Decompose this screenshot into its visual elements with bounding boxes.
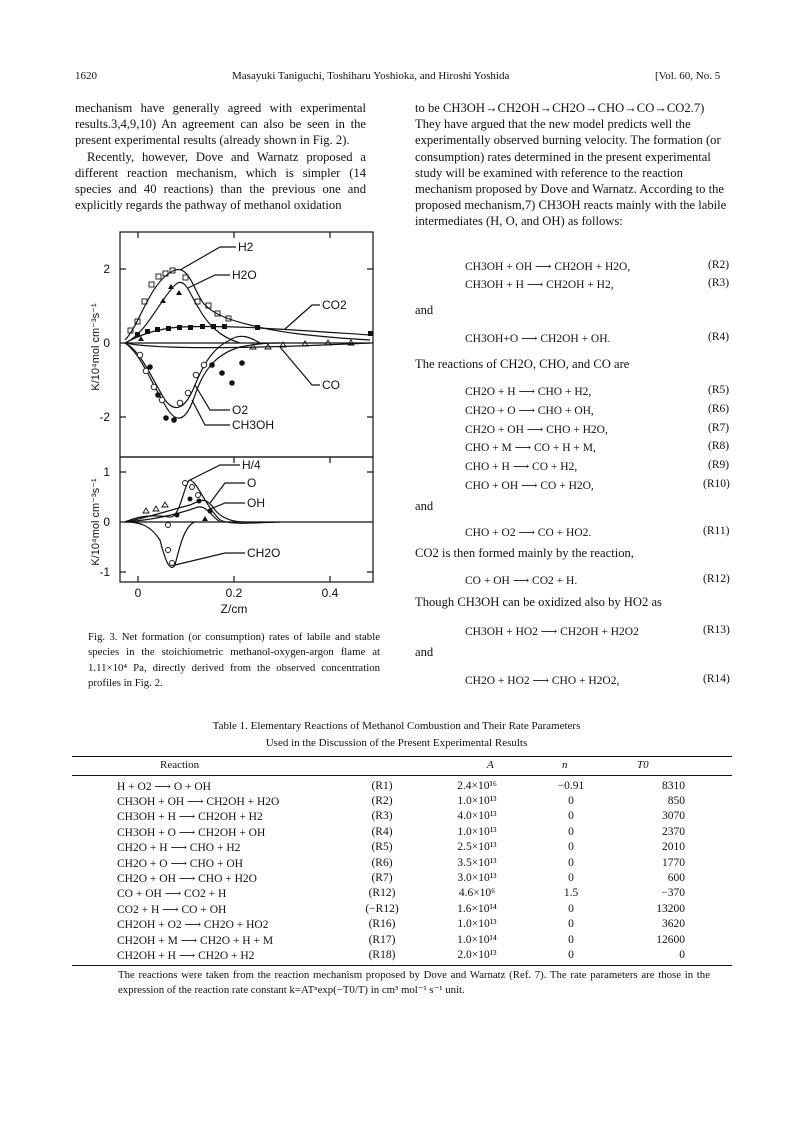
open-square-markers	[128, 268, 231, 333]
right-paragraph-1: to be CH3OH→CH2OH→CH2O→CHO→CO→CO2.7) They have argued that the new model predicts well the experimentally observed burning velocity. The formation (or consumption) rates determined in the present experimental study will be examined with reference to the reaction mechanism proposed by Dove and Warnatz. According to the proposed mechanism,7) CH3OH reacts mainly with the labile intermediates (H, O, and OH) as follows:	[415, 101, 727, 229]
equation-r6: CH2O + O ⟶ CHO + OH,	[465, 405, 594, 417]
ytick-top: -2	[99, 410, 110, 424]
t0-cell: 3620	[662, 918, 685, 931]
and-text: and	[415, 645, 434, 659]
equation-number: (R8)	[708, 440, 730, 452]
equation-number: (R7)	[708, 422, 730, 434]
equation-r14: CH2O + HO2 ⟶ CHO + H2O2,	[465, 675, 620, 687]
ytick-bottom: 1	[103, 465, 110, 479]
table-row	[117, 809, 685, 824]
equation-r12: CO + OH ⟶ CO2 + H.	[465, 575, 578, 587]
co2-curve	[125, 326, 370, 343]
table-row	[117, 947, 685, 962]
equation-r11: CHO + O2 ⟶ CO + HO2.	[465, 527, 592, 539]
curve-label-h2: H2	[238, 240, 254, 254]
y-axis-label-bottom: K/10⁴mol cm⁻³s⁻¹	[90, 478, 102, 566]
equation-number: (R11)	[703, 525, 730, 537]
table-row	[117, 932, 685, 947]
a-cell: 1.0×10¹³	[457, 795, 497, 808]
a-cell: 2.0×10¹³	[457, 948, 497, 961]
open-circle-markers	[137, 352, 207, 565]
a-cell: 3.5×10¹³	[457, 856, 497, 869]
n-cell: 0	[568, 795, 574, 808]
ytick-bottom: 0	[103, 515, 110, 529]
n-cell: 0	[568, 856, 574, 869]
figure-3	[80, 225, 390, 620]
table-row	[117, 870, 685, 885]
table-row	[117, 824, 685, 839]
equation-number: (R4)	[708, 331, 730, 343]
left-paragraph-2: Recently, however, Dove and Warnatz proposed a different reaction mechanism, which is simpler (14 species and 40 reactions) than the previous one and explicitly regards the pathway of methanol oxidation	[75, 149, 366, 213]
equation-number: (R3)	[708, 277, 730, 289]
reaction-id-cell: (R2)	[371, 795, 393, 808]
equation-number: (R5)	[708, 384, 730, 396]
table-title: Table 1. Elementary Reactions of Methanol Combustion and Their Rate Parameters	[212, 720, 581, 732]
curve-label-ch2o: CH2O	[247, 546, 281, 560]
ytick-bottom: -1	[99, 565, 110, 579]
reaction-id-cell: (R18)	[368, 948, 396, 961]
reaction-id-cell: (R4)	[371, 825, 393, 838]
reaction-id-cell: (R16)	[368, 918, 396, 931]
reaction-table	[117, 778, 685, 963]
equation-number: (R9)	[708, 459, 730, 471]
table-subtitle: Used in the Discussion of the Present Experimental Results	[265, 737, 528, 749]
n-cell: 0	[568, 841, 574, 854]
equation-r7: CH2O + OH ⟶ CHO + H2O,	[465, 424, 608, 436]
running-authors: Masayuki Taniguchi, Toshiharu Yoshioka, and Hiroshi Yoshida	[232, 70, 510, 82]
curve-label-o2: O2	[232, 403, 249, 417]
table-header-rule	[72, 775, 732, 776]
t0-cell: 2370	[662, 825, 685, 838]
table-row	[117, 901, 685, 916]
reaction-cell: CO2 + H ⟶ CO + OH	[117, 903, 227, 916]
reaction-id-cell: (R6)	[371, 856, 393, 869]
a-cell: 1.0×10¹³	[457, 825, 497, 838]
ho2-text: Though CH3OH can be oxidized also by HO2 as	[415, 595, 662, 609]
ytick-top: 0	[103, 336, 110, 350]
h2o-curve	[125, 282, 240, 343]
t0-cell: 12600	[656, 933, 685, 946]
filled-triangle-markers	[138, 284, 208, 521]
col-header-reaction: Reaction	[160, 759, 200, 771]
a-cell: 1.0×10¹³	[457, 918, 497, 931]
curve-label-h4: H/4	[242, 458, 261, 472]
curve-label-o: O	[247, 476, 257, 490]
reaction-id-cell: (R5)	[371, 841, 393, 854]
reaction-cell: CH2OH + M ⟶ CH2O + H + M	[117, 934, 274, 947]
equation-r3: CH3OH + H ⟶ CH2OH + H2,	[465, 279, 614, 291]
t0-cell: 2010	[662, 841, 685, 854]
equation-r9: CHO + H ⟶ CO + H2,	[465, 461, 578, 473]
reaction-cell: CH2OH + H ⟶ CH2O + H2	[117, 949, 255, 962]
table-row	[117, 855, 685, 870]
equation-r10: CHO + OH ⟶ CO + H2O,	[465, 480, 594, 492]
curve-label-ch3oh: CH3OH	[232, 418, 275, 432]
reaction-id-cell: (R3)	[371, 810, 393, 823]
n-cell: 0	[568, 933, 574, 946]
col-header-a: A	[487, 759, 494, 771]
xtick: 0.4	[321, 586, 339, 600]
n-cell: 0	[568, 825, 574, 838]
y-axis-label-top: K/10⁴mol cm⁻³s⁻¹	[90, 303, 102, 391]
a-cell: 2.4×10¹⁶	[457, 779, 497, 792]
curve-label-co: CO	[322, 378, 340, 392]
table-row	[117, 886, 685, 901]
reaction-id-cell: (R17)	[368, 933, 396, 946]
col-header-n: n	[562, 759, 568, 771]
n-cell: 0	[568, 918, 574, 931]
and-text: and	[415, 499, 434, 513]
equation-number: (R2)	[708, 259, 730, 271]
equation-r4: CH3OH+O ⟶ CH2OH + OH.	[465, 333, 611, 345]
n-cell: 0	[568, 810, 574, 823]
a-cell: 4.6×10⁶	[458, 887, 496, 900]
equation-number: (R6)	[708, 403, 730, 415]
reaction-cell: H + O2 ⟶ O + OH	[117, 780, 211, 793]
reaction-cell: CH2O + O ⟶ CHO + OH	[117, 857, 243, 870]
table-row	[117, 778, 685, 793]
ch3oh-curve	[125, 343, 280, 418]
n-cell: 1.5	[563, 887, 579, 900]
t0-cell: 0	[679, 948, 685, 961]
equation-r13: CH3OH + HO2 ⟶ CH2OH + H2O2	[465, 626, 639, 638]
figure-caption: Fig. 3. Net formation (or consumption) rates of labile and stable species in the stoichiometric methanol-oxygen-argon flame at 1.11×10⁴ Pa, directly derived from the observed concentration profiles in Fig. 2.	[88, 631, 380, 689]
a-cell: 1.0×10¹⁴	[457, 933, 497, 946]
t0-cell: 8310	[662, 779, 685, 792]
equation-r5: CH2O + H ⟶ CHO + H2,	[465, 386, 592, 398]
curve-label-oh: OH	[247, 496, 265, 510]
reaction-cell: CH2O + OH ⟶ CHO + H2O	[117, 873, 257, 886]
reaction-id-cell: (R12)	[368, 887, 396, 900]
table-footnote: The reactions were taken from the reaction mechanism proposed by Dove and Warnatz (Ref. 7). The rate parameters are those in the expression of the reaction rate constant k=ATⁿexp(−T0/T) in cm³ mol⁻¹ s⁻¹ unit.	[118, 969, 710, 997]
curve-label-co2: CO2	[322, 298, 347, 312]
table-row	[117, 840, 685, 855]
t0-cell: 600	[667, 872, 685, 885]
curve-label-h2o: H2O	[232, 268, 257, 282]
xtick: 0.2	[225, 586, 243, 600]
a-cell: 3.0×10¹³	[457, 872, 497, 885]
reaction-cell: CH2O + H ⟶ CHO + H2	[117, 842, 241, 855]
n-cell: −0.91	[557, 779, 585, 792]
equation-number: (R10)	[703, 478, 730, 490]
ch2o-curve	[125, 522, 195, 567]
reaction-id-cell: (R1)	[371, 779, 393, 792]
n-cell: 0	[568, 902, 574, 915]
a-cell: 4.0×10¹³	[457, 810, 497, 823]
o-curve	[125, 500, 260, 522]
equation-r2: CH3OH + OH ⟶ CH2OH + H2O,	[465, 261, 631, 273]
x-axis-label: Z/cm	[220, 602, 248, 616]
reaction-cell: CH3OH + O ⟶ CH2OH + OH	[117, 826, 266, 839]
ytick-top: 2	[103, 262, 110, 276]
and-text: and	[415, 303, 434, 317]
page-number: 1620	[75, 70, 97, 82]
reaction-cell: CH3OH + H ⟶ CH2OH + H2	[117, 811, 263, 824]
equation-number: (R12)	[703, 573, 730, 585]
equation-number: (R14)	[703, 673, 730, 685]
n-cell: 0	[568, 872, 574, 885]
t0-cell: 3070	[662, 810, 685, 823]
table-bottom-rule	[72, 965, 732, 966]
a-cell: 1.6×10¹⁴	[457, 902, 497, 915]
reaction-cell: CH3OH + OH ⟶ CH2OH + H2O	[117, 796, 280, 809]
reaction-id-cell: (−R12)	[365, 902, 399, 915]
t0-cell: 850	[667, 795, 685, 808]
xtick: 0	[134, 586, 142, 600]
co2-text: CO2 is then formed mainly by the reaction,	[415, 546, 634, 560]
col-header-t0: T0	[637, 759, 649, 771]
volume-info: [Vol. 60, No. 5	[655, 70, 721, 82]
t0-cell: −370	[661, 887, 685, 900]
table-row	[117, 917, 685, 932]
reaction-cell: CO + OH ⟶ CO2 + H	[117, 888, 227, 901]
reaction-id-cell: (R7)	[371, 872, 393, 885]
t0-cell: 1770	[662, 856, 685, 869]
n-cell: 0	[568, 948, 574, 961]
table-row	[117, 793, 685, 808]
left-column	[75, 100, 366, 213]
table-top-rule	[72, 756, 732, 757]
a-cell: 2.5×10¹³	[457, 841, 497, 854]
equation-number: (R13)	[703, 624, 730, 636]
left-paragraph-1: mechanism have generally agreed with experimental results.3,4,9,10) An agreement can also be seen in the present experimental results (already shown in Fig. 2).	[75, 101, 366, 148]
reaction-cell: CH2OH + O2 ⟶ CH2O + HO2	[117, 919, 269, 932]
t0-cell: 13200	[656, 902, 685, 915]
equation-r8: CHO + M ⟶ CO + H + M,	[465, 442, 596, 454]
reactions-intro: The reactions of CH2O, CHO, and CO are	[415, 357, 630, 371]
